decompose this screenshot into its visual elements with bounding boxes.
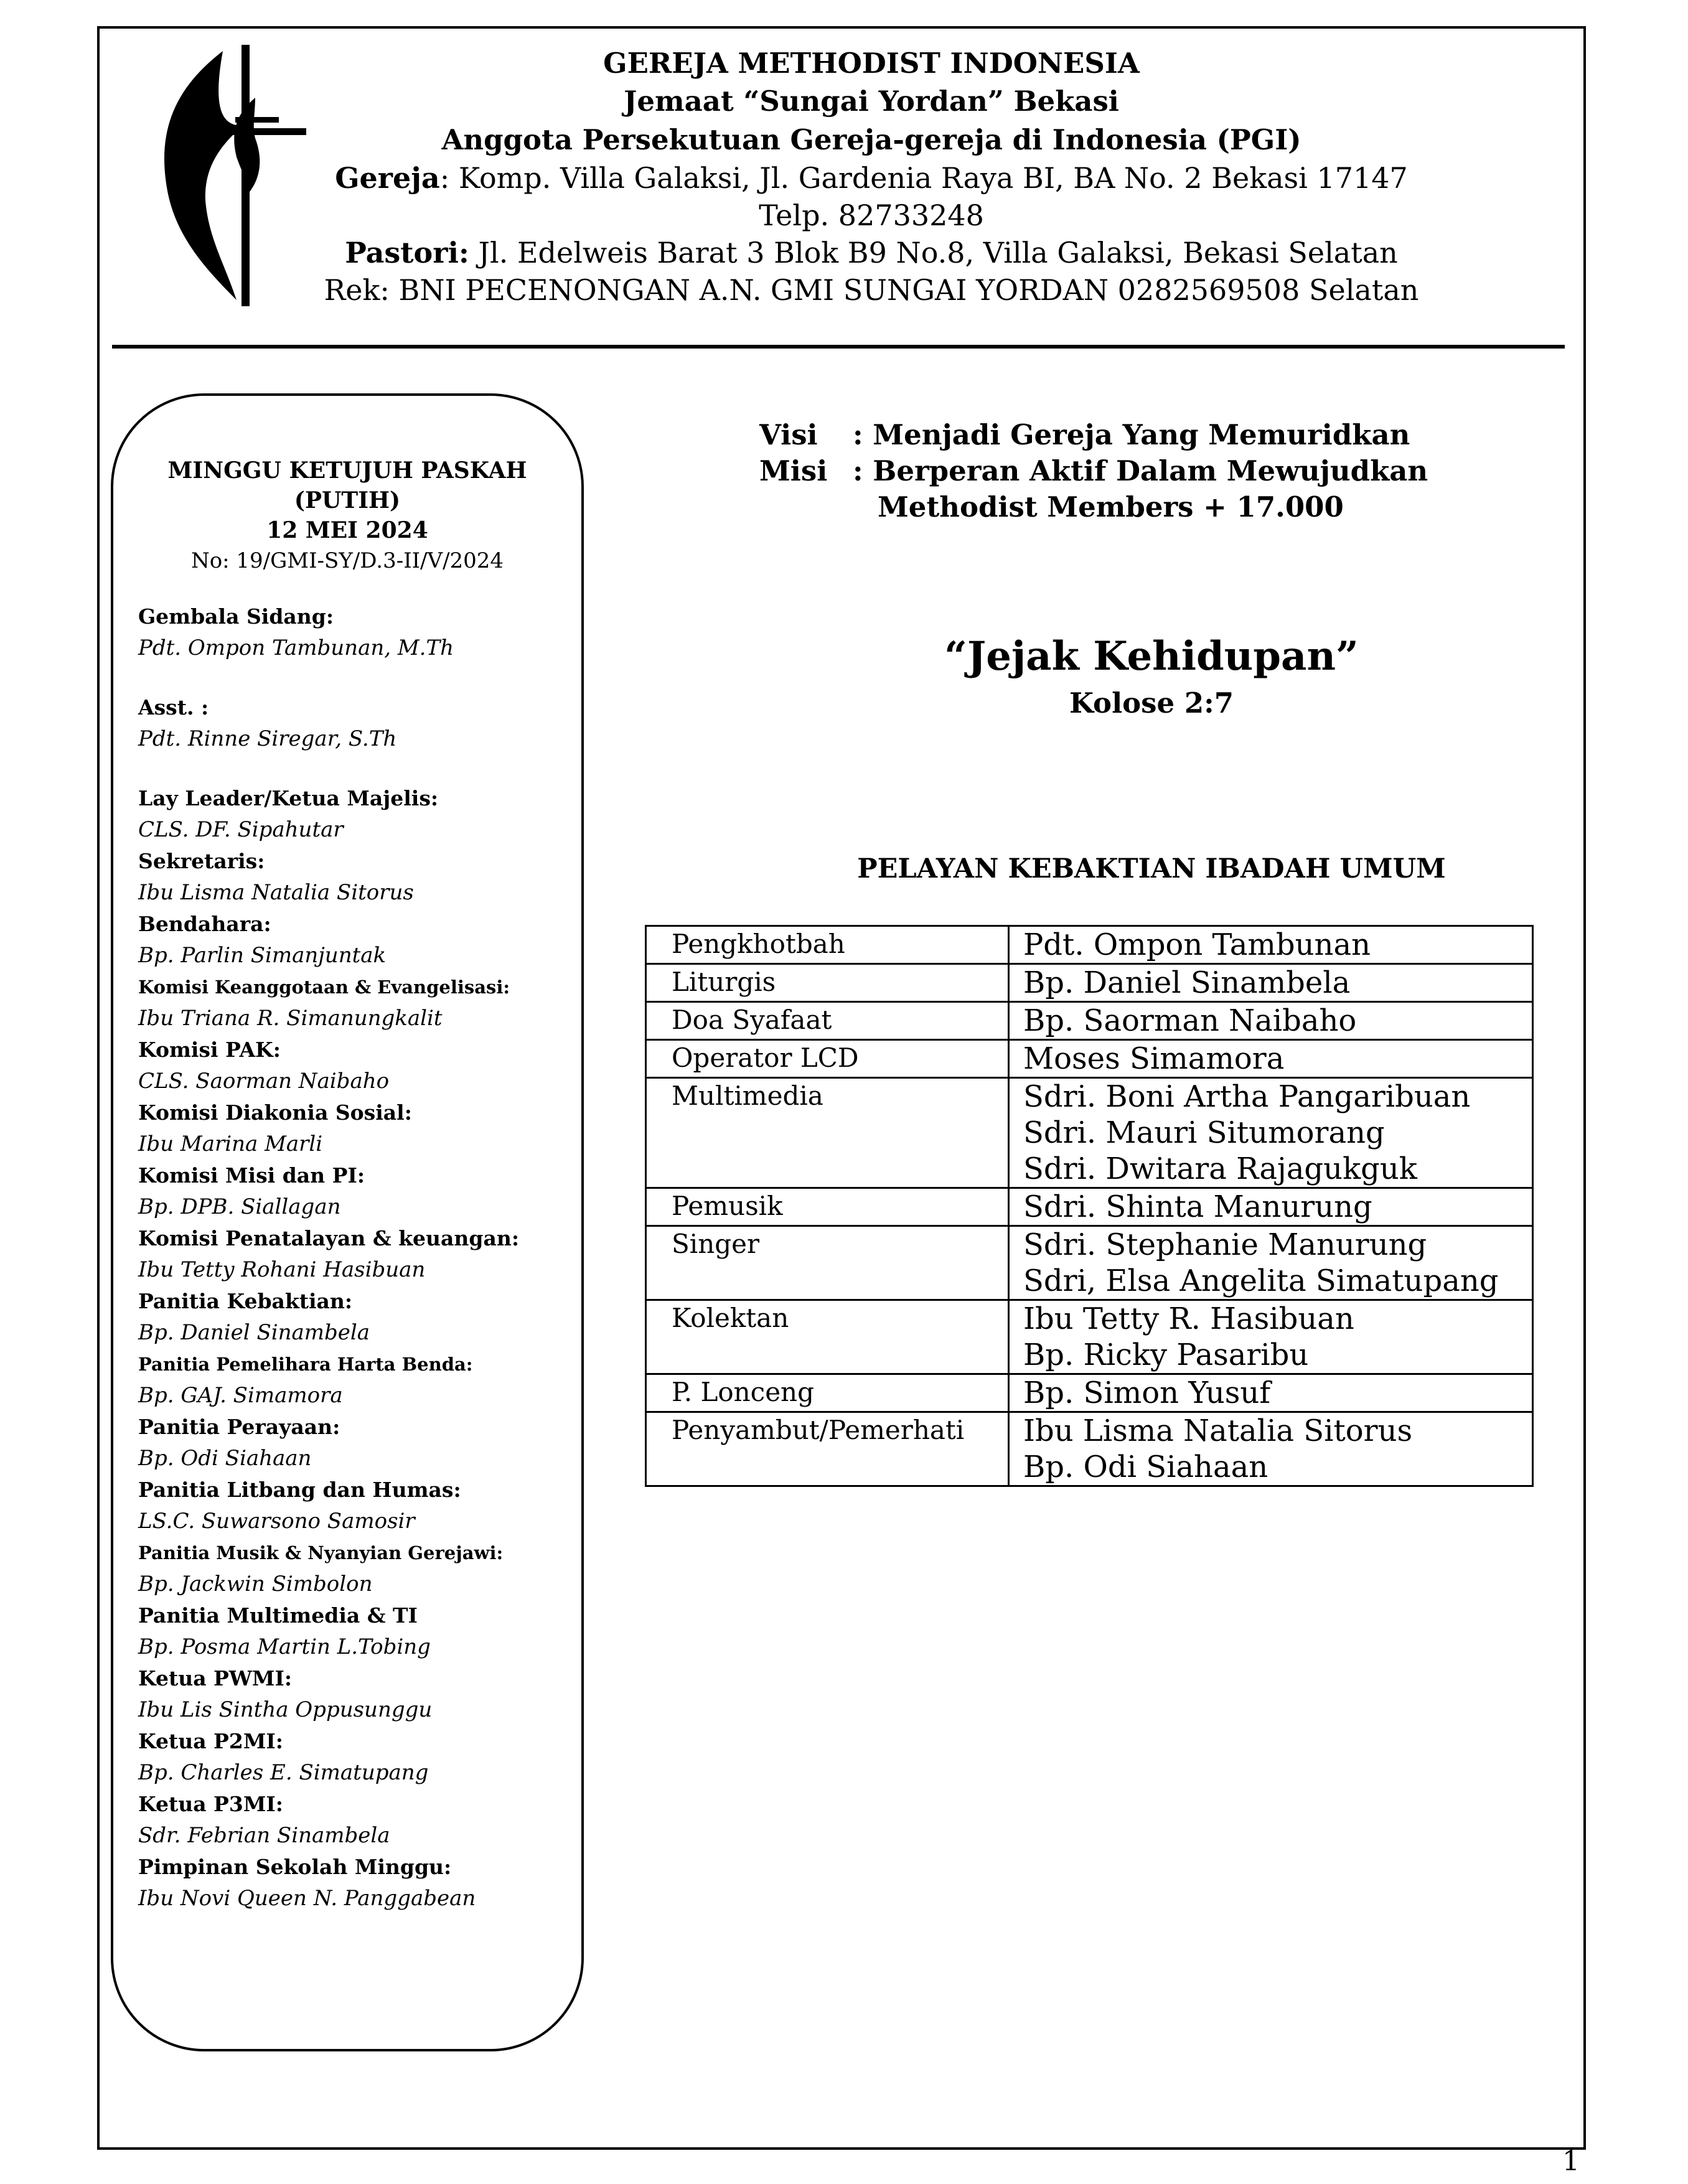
- theme-verse: Kolose 2:7: [1069, 687, 1234, 719]
- officer-role: Komisi Diakonia Sosial:: [138, 1100, 412, 1125]
- membership-line: Anggota Persekutuan Gereja-gereja di Indonesia (PGI): [441, 123, 1301, 156]
- table-row: [646, 1300, 1533, 1374]
- servant-name: Pdt. Ompon Tambunan: [1023, 927, 1371, 962]
- officer-name: Bp. DPB. Siallagan: [138, 1194, 341, 1219]
- officer-name: CLS. DF. Sipahutar: [138, 817, 344, 842]
- officer-role: Ketua PWMI:: [138, 1666, 293, 1690]
- officer-role: Panitia Pemelihara Harta Benda:: [138, 1354, 473, 1375]
- bulletin-number: No: 19/GMI-SY/D.3-II/V/2024: [190, 548, 504, 573]
- service-date: 12 MEI 2024: [266, 517, 428, 543]
- servants-table: [645, 925, 1534, 1487]
- officer-role: Gembala Sidang:: [138, 604, 334, 629]
- servant-role: Pemusik: [646, 1188, 1009, 1226]
- officer-name: Ibu Triana R. Simanungkalit: [138, 1006, 443, 1031]
- officer-role: Komisi Keanggotaan & Evangelisasi:: [138, 977, 510, 998]
- servant-name: Bp. Ricky Pasaribu: [1023, 1338, 1309, 1372]
- mission-text: : Berperan Aktif Dalam Mewujudkan: [853, 454, 1428, 487]
- officer-name: Bp. Jackwin Simbolon: [138, 1572, 373, 1596]
- officer-role: Panitia Litbang dan Humas:: [138, 1478, 461, 1502]
- vision-mission: [759, 417, 1506, 525]
- servant-names: [1009, 1078, 1533, 1188]
- header-divider: [112, 345, 1565, 349]
- table-row: [646, 1412, 1533, 1486]
- mission-label: Misi: [759, 454, 828, 487]
- officer-role: Bendahara:: [138, 912, 271, 936]
- servant-name: Moses Simamora: [1023, 1041, 1285, 1076]
- officer-role: Panitia Kebaktian:: [138, 1289, 353, 1313]
- servant-role: Kolektan: [646, 1300, 1009, 1374]
- officer-role: Lay Leader/Ketua Majelis:: [138, 786, 439, 810]
- servant-name: Sdri. Shinta Manurung: [1023, 1189, 1372, 1224]
- servant-names: [1009, 926, 1533, 964]
- officer-name: Sdr. Febrian Sinambela: [138, 1823, 390, 1848]
- officer-role: Asst. :: [138, 695, 209, 719]
- servant-name: Sdri. Dwitara Rajagukguk: [1023, 1151, 1417, 1186]
- sidebar-heading: [113, 456, 581, 576]
- officer-name: Ibu Tetty Rohani Hasibuan: [138, 1257, 426, 1282]
- officer-name: Ibu Novi Queen N. Panggabean: [138, 1886, 476, 1911]
- bank-account-line: Rek: BNI PECENONGAN A.N. GMI SUNGAI YORDAN 0282569508 Selatan: [324, 273, 1419, 307]
- vision-row: [759, 417, 1506, 453]
- phone-line: Telp. 82733248: [759, 199, 984, 232]
- servant-names: [1009, 1002, 1533, 1040]
- sermon-theme: [747, 629, 1556, 722]
- table-row: [646, 964, 1533, 1002]
- servant-name: Sdri. Stephanie Manurung: [1023, 1227, 1427, 1262]
- church-address-line: Gereja: Komp. Villa Galaksi, Jl. Gardenia Raya BI, BA No. 2 Bekasi 17147: [335, 161, 1408, 195]
- servant-names: [1009, 1412, 1533, 1486]
- servant-name: Ibu Tetty R. Hasibuan: [1023, 1301, 1354, 1336]
- servant-role: P. Lonceng: [646, 1374, 1009, 1412]
- officer-name: Pdt. Ompon Tambunan, M.Th: [138, 635, 454, 660]
- vision-text: : Menjadi Gereja Yang Memuridkan: [853, 418, 1410, 451]
- table-row: [646, 1226, 1533, 1300]
- servant-role: Operator LCD: [646, 1040, 1009, 1078]
- officers-sidebar: [111, 393, 584, 2051]
- officer-role: Komisi Misi dan PI:: [138, 1163, 365, 1188]
- servant-names: [1009, 964, 1533, 1002]
- officer-name: Bp. Charles E. Simatupang: [138, 1760, 429, 1785]
- theme-title: “Jejak Kehidupan”: [944, 633, 1359, 680]
- servant-role: Singer: [646, 1226, 1009, 1300]
- servant-names: [1009, 1374, 1533, 1412]
- officer-role: Komisi Penatalayan & keuangan:: [138, 1226, 520, 1250]
- liturgical-sunday: MINGGU KETUJUH PASKAH: [167, 457, 527, 484]
- officer-role: Panitia Multimedia & TI: [138, 1603, 418, 1628]
- table-row: [646, 926, 1533, 964]
- table-row: [646, 1040, 1533, 1078]
- servant-role: Liturgis: [646, 964, 1009, 1002]
- officer-name: Bp. Posma Martin L.Tobing: [138, 1634, 431, 1659]
- mission-row-2: [759, 489, 1506, 525]
- parsonage-address-line: Pastori: Jl. Edelweis Barat 3 Blok B9 No.8, Villa Galaksi, Bekasi Selatan: [345, 236, 1398, 269]
- officer-name: Bp. GAJ. Simamora: [138, 1383, 343, 1408]
- servant-role: Multimedia: [646, 1078, 1009, 1188]
- servant-name: Sdri. Boni Artha Pangaribuan: [1023, 1079, 1471, 1114]
- servant-names: [1009, 1226, 1533, 1300]
- officer-role: Panitia Perayaan:: [138, 1415, 340, 1439]
- officer-role: Pimpinan Sekolah Minggu:: [138, 1855, 452, 1879]
- officer-role: Panitia Musik & Nyanyian Gerejawi:: [138, 1542, 504, 1563]
- servant-role: Pengkhotbah: [646, 926, 1009, 964]
- officer-name: Bp. Parlin Simanjuntak: [138, 943, 387, 968]
- servant-role: Penyambut/Pemerhati: [646, 1412, 1009, 1486]
- mission-text-2: Methodist Members + 17.000: [878, 490, 1344, 523]
- servant-names: [1009, 1300, 1533, 1374]
- servant-name: Sdri, Elsa Angelita Simatupang: [1023, 1263, 1499, 1298]
- officer-role: Sekretaris:: [138, 849, 265, 873]
- servant-name: Bp. Daniel Sinambela: [1023, 965, 1351, 1000]
- table-row: [646, 1002, 1533, 1040]
- officer-name: Ibu Lis Sintha Oppusunggu: [138, 1697, 433, 1722]
- servant-name: Bp. Saorman Naibaho: [1023, 1003, 1357, 1038]
- page-number: 1: [1562, 2145, 1580, 2177]
- table-row: [646, 1188, 1533, 1226]
- servant-name: Sdri. Mauri Situmorang: [1023, 1115, 1385, 1150]
- officer-role: Ketua P3MI:: [138, 1792, 283, 1816]
- servant-name: Bp. Simon Yusuf: [1023, 1376, 1271, 1410]
- congregation-name: Jemaat “Sungai Yordan” Bekasi: [624, 85, 1119, 118]
- officer-role: Komisi PAK:: [138, 1038, 281, 1062]
- church-header: [268, 45, 1475, 309]
- officer-name: Pdt. Rinne Siregar, S.Th: [138, 726, 397, 751]
- officer-name: Ibu Lisma Natalia Sitorus: [138, 880, 414, 905]
- servants-heading: PELAYAN KEBAKTIAN IBADAH UMUM: [857, 853, 1446, 884]
- officer-role: Ketua P2MI:: [138, 1729, 283, 1753]
- officer-name: Ibu Marina Marli: [138, 1132, 323, 1156]
- officer-name: Bp. Odi Siahaan: [138, 1446, 312, 1471]
- servant-names: [1009, 1040, 1533, 1078]
- table-row: [646, 1374, 1533, 1412]
- table-row: [646, 1078, 1533, 1188]
- vision-label: Visi: [759, 418, 818, 451]
- officer-name: CLS. Saorman Naibaho: [138, 1069, 390, 1094]
- officers-list: [138, 601, 568, 1915]
- servant-role: Doa Syafaat: [646, 1002, 1009, 1040]
- mission-row: [759, 453, 1506, 489]
- officer-name: Bp. Daniel Sinambela: [138, 1320, 370, 1345]
- servant-names: [1009, 1188, 1533, 1226]
- liturgical-color: (PUTIH): [294, 487, 401, 513]
- org-name: GEREJA METHODIST INDONESIA: [603, 47, 1140, 80]
- servant-name: Ibu Lisma Natalia Sitorus: [1023, 1413, 1413, 1448]
- servant-name: Bp. Odi Siahaan: [1023, 1450, 1268, 1484]
- officer-name: LS.C. Suwarsono Samosir: [138, 1509, 415, 1534]
